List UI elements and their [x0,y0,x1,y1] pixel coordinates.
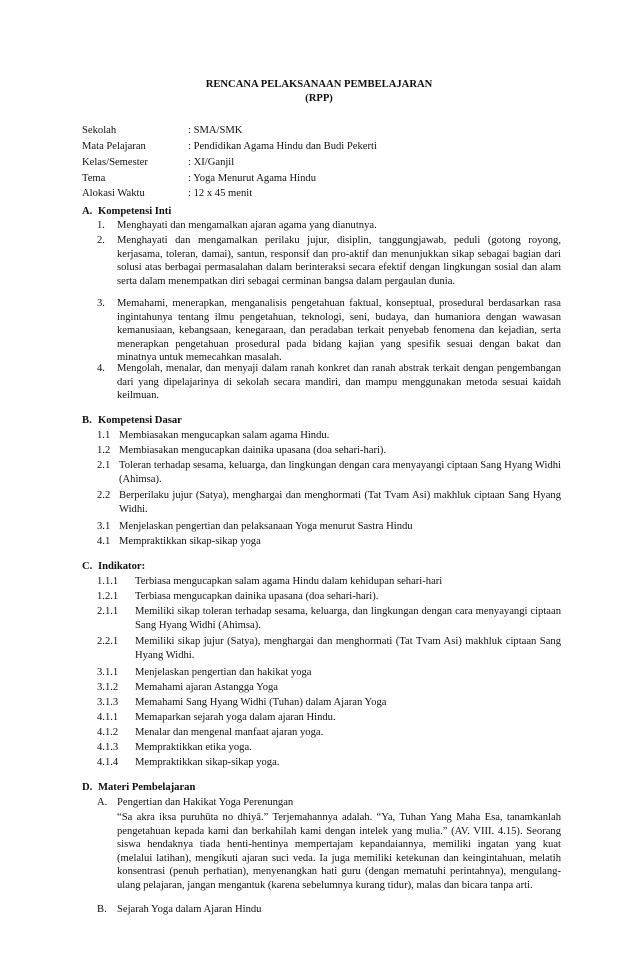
identity-label: Mata Pelajaran [82,141,146,152]
item-number: 1.2.1 [97,591,119,602]
list-item [97,575,561,589]
materi-paragraph: “Sa akra iksa puruhūta no dhiyā.” Terjemahannya adalah. “Ya, Tuhan Yang Maha Esa, tanamkanlah pengetahuan kepada kami dan berkahilah kami dengan intelek yang mulia.” (AV. VIII. 4.15). Seorang siswa hendaknya tiada henti-hentinya mempertajam kepandaiannya, memiliki ingatan yang kuat (melalui latihan), mengikuti ajaran suci veda. Ia juga memiliki ketekunan dan keingintahuan, melatih konsentrasi (penuh perhatian), menyenangkan hati guru (dengan mematuhi perintahnya), mengulang-ulang pelajaran, jangan mengantuk (karena sebelumnya kurang tidur), malas dan bicara tanpa arti. [117,812,561,891]
section-heading-kompetensi-inti [82,205,171,219]
list-item [97,429,561,443]
item-number: 2. [97,235,105,246]
item-text: Memahami ajaran Astangga Yoga [135,682,278,693]
section-letter: D. [82,782,93,793]
list-item [97,219,561,233]
list-item [97,756,561,770]
list-item [97,444,561,458]
item-number: 4.1.2 [97,727,119,738]
section-letter: C. [82,561,93,572]
item-number: 3.1.1 [97,667,119,678]
item-text: Memahami Sang Hyang Widhi (Tuhan) dalam Ajaran Yoga [135,697,387,708]
section-title: Indikator: [98,561,146,572]
identity-value: : XI/Ganjil [188,157,235,168]
item-number: 2.2.1 [97,636,119,647]
item-number: 1.1.1 [97,576,119,587]
item-text: Memahami, menerapkan, menganalisis pengetahuan faktual, konseptual, prosedural berdasarkan rasa ingintahunya tentang ilmu pengetahuan, teknologi, seni, budaya, dan humaniora dengan wawasan kemanusiaan, kebangsaan, kenegaraan, dan peradaban terkait penyebab fenomena dan kejadian, serta menerapkan pengetahuan prosedural pada bidang kajian yang spesifik sesuai dengan bakat dan minatnya untuk memecahkan masalah. [117,298,561,364]
identity-label: Kelas/Semester [82,157,148,168]
identity-label: Tema [82,173,106,184]
subsection-title: Sejarah Yoga dalam Ajaran Hindu [117,904,262,915]
subsection-heading [97,903,561,917]
item-number: 3.1.3 [97,697,119,708]
document-title: RENCANA PELAKSANAAN PEMBELAJARAN [205,79,433,90]
item-text: Menjelaskan pengertian dan pelaksanaan Yoga menurut Sastra Hindu [119,521,413,532]
item-text: Memaparkan sejarah yoga dalam ajaran Hindu. [135,712,336,723]
item-number: 2.1 [97,460,111,471]
item-number: 4.1.4 [97,757,119,768]
item-number: 1.1 [97,430,111,441]
item-number: 3.1 [97,521,111,532]
item-text: Mengolah, menalar, dan menyaji dalam ranah konkret dan ranah abstrak terkait dengan pengembangan dari yang dipelajarinya di sekolah secara mandiri, dan mampu menggunakan metoda sesuai kaidah keilmuan. [117,363,561,402]
section-title: Kompetensi Inti [98,206,172,217]
item-text: Menjelaskan pengertian dan hakikat yoga [135,667,312,678]
section-heading-materi [82,781,195,795]
item-number: 4. [97,363,105,374]
item-text: Menghayati dan mengamalkan ajaran agama yang dianutnya. [117,220,377,231]
list-item [97,711,561,725]
item-text: Memiliki sikap jujur (Satya), menghargai dan menghormati (Tat Tvam Asi) makhluk ciptaan Sang Hyang Widhi. [135,636,561,661]
item-number: 1.2 [97,445,111,456]
identity-value: : Pendidikan Agama Hindu dan Budi Pekerti [188,141,377,152]
item-text: Menalar dan mengenal manfaat ajaran yoga. [135,727,324,738]
list-item [97,535,561,549]
list-item [97,605,561,632]
section-letter: B. [82,415,92,426]
item-number: 3.1.2 [97,682,119,693]
item-text: Toleran terhadap sesama, keluarga, dan lingkungan dengan cara menyayangi ciptaan Sang Hyang Widhi (Ahimsa). [119,460,561,485]
item-number: 2.2 [97,490,111,501]
item-text: Menghayati dan mengamalkan perilaku jujur, disiplin, tanggungjawab, peduli (gotong royong, kerjasama, toleran, damai), santun, responsif dan pro-aktif dan menunjukkan sikap sebagai bagian dari solusi atas berbagai permasalahan dalam berinteraksi secara efektif dengan lingkungan sosial dan alam serta dalam menempatkan diri sebagai cerminan bangsa dalam pergaulan dunia. [117,235,561,287]
subsection-title: Pengertian dan Hakikat Yoga Perenungan [117,797,294,808]
list-item [97,459,561,486]
item-text: Berperilaku jujur (Satya), menghargai dan menghormati (Tat Tvam Asi) makhluk ciptaan Sang Hyang Widhi. [119,490,561,515]
list-item [97,297,561,365]
item-number: 1. [97,220,105,231]
item-text: Terbiasa mengucapkan dainika upasana (doa sehari-hari). [135,591,379,602]
section-title: Kompetensi Dasar [98,415,182,426]
identity-value: : 12 x 45 menit [188,188,253,199]
item-text: Memiliki sikap toleran terhadap sesama, keluarga, dan lingkungan dengan cara menyayangi ciptaan Sang Hyang Widhi (Ahimsa). [135,606,561,631]
subsection-letter: A. [97,797,108,808]
list-item [97,741,561,755]
list-item [97,489,561,516]
document-subtitle: (RPP) [305,93,333,104]
section-title: Materi Pembelajaran [98,782,196,793]
item-text: Mempraktikkan sikap-sikap yoga. [135,757,280,768]
subsection-heading [97,796,561,810]
identity-label: Sekolah [82,125,117,136]
item-number: 3. [97,298,105,309]
list-item [97,681,561,695]
list-item [97,234,561,288]
identity-value: : Yoga Menurut Agama Hindu [188,173,317,184]
list-item [97,362,561,403]
list-item [97,726,561,740]
item-text: Terbiasa mengucapkan salam agama Hindu dalam kehidupan sehari-hari [135,576,443,587]
identity-label: Alokasi Waktu [82,188,145,199]
item-text: Membiasakan mengucapkan dainika upasana (doa sehari-hari). [119,445,387,456]
list-item [97,696,561,710]
list-item [97,520,561,534]
item-number: 4.1 [97,536,111,547]
list-item [97,635,561,662]
section-heading-kompetensi-dasar [82,414,182,428]
item-number: 4.1.1 [97,712,119,723]
identity-value: : SMA/SMK [188,125,243,136]
section-letter: A. [82,206,93,217]
item-text: Membiasakan mengucapkan salam agama Hindu. [119,430,330,441]
section-heading-indikator [82,560,145,574]
item-number: 4.1.3 [97,742,119,753]
subsection-letter: B. [97,904,107,915]
item-text: Mempraktikkan sikap-sikap yoga [119,536,261,547]
list-item [97,666,561,680]
list-item [97,590,561,604]
item-text: Mempraktikkan etika yoga. [135,742,252,753]
item-number: 2.1.1 [97,606,119,617]
